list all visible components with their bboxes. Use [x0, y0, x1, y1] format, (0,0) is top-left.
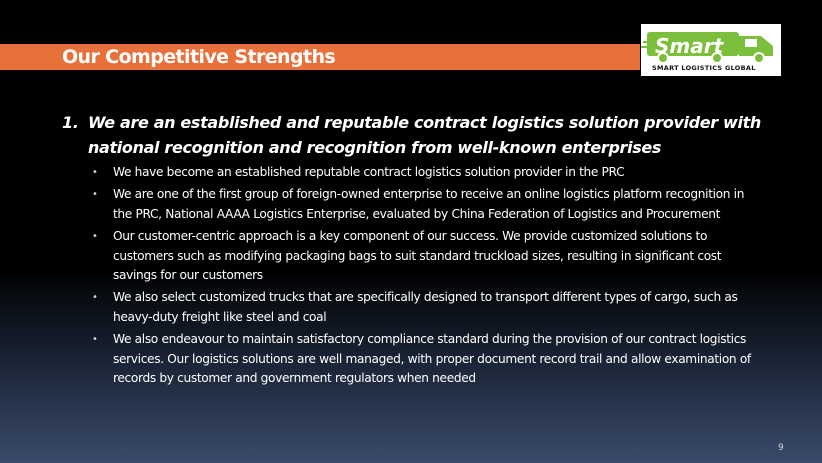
- bullet-icon: •: [92, 231, 98, 243]
- bullet-text: We also endeavour to maintain satisfactory compliance standard during the provision of our contract logistics services. Our logistics solutions are well managed, with proper document record trail and allow examination of records by customer and government regulators when needed: [113, 332, 751, 386]
- bullet-icon: •: [92, 189, 98, 201]
- logo-caption: SMART LOGISTICS GLOBAL: [652, 64, 756, 72]
- bullet-list: [92, 163, 762, 391]
- page-number: 9: [778, 443, 784, 453]
- bullet-item: [92, 330, 762, 388]
- bullet-icon: •: [92, 292, 98, 304]
- logo-wordmark: Smart: [655, 34, 724, 58]
- bullet-icon: •: [92, 167, 98, 178]
- bullet-text: Our customer-centric approach is a key component of our success. We provide customized solutions to customers such as modifying packaging bags to suit standard truckload sizes, resulting in significant cost savings for our customers: [113, 229, 722, 283]
- bullet-text: We have become an established reputable contract logistics solution provider in the PRC: [113, 165, 625, 179]
- bullet-icon: •: [92, 334, 98, 346]
- bullet-item: [92, 227, 762, 285]
- section-heading: [62, 110, 762, 160]
- section-number: 1.: [62, 113, 79, 132]
- bullet-item: [92, 163, 762, 182]
- section-heading-text: We are an established and reputable contract logistics solution provider with national recognition and recognition from well-known enterprises: [88, 113, 761, 157]
- slide-title: Our Competitive Strengths: [62, 46, 336, 68]
- bullet-item: [92, 185, 762, 224]
- bullet-text: We also select customized trucks that are specifically designed to transport different types of cargo, such as heavy-duty freight like steel and coal: [113, 290, 738, 324]
- bullet-text: We are one of the first group of foreign-owned enterprise to receive an online logistics platform recognition in the PRC, National AAAA Logistics Enterprise, evaluated by China Federation of Logistics and Procurement: [113, 187, 745, 221]
- bullet-item: [92, 288, 762, 327]
